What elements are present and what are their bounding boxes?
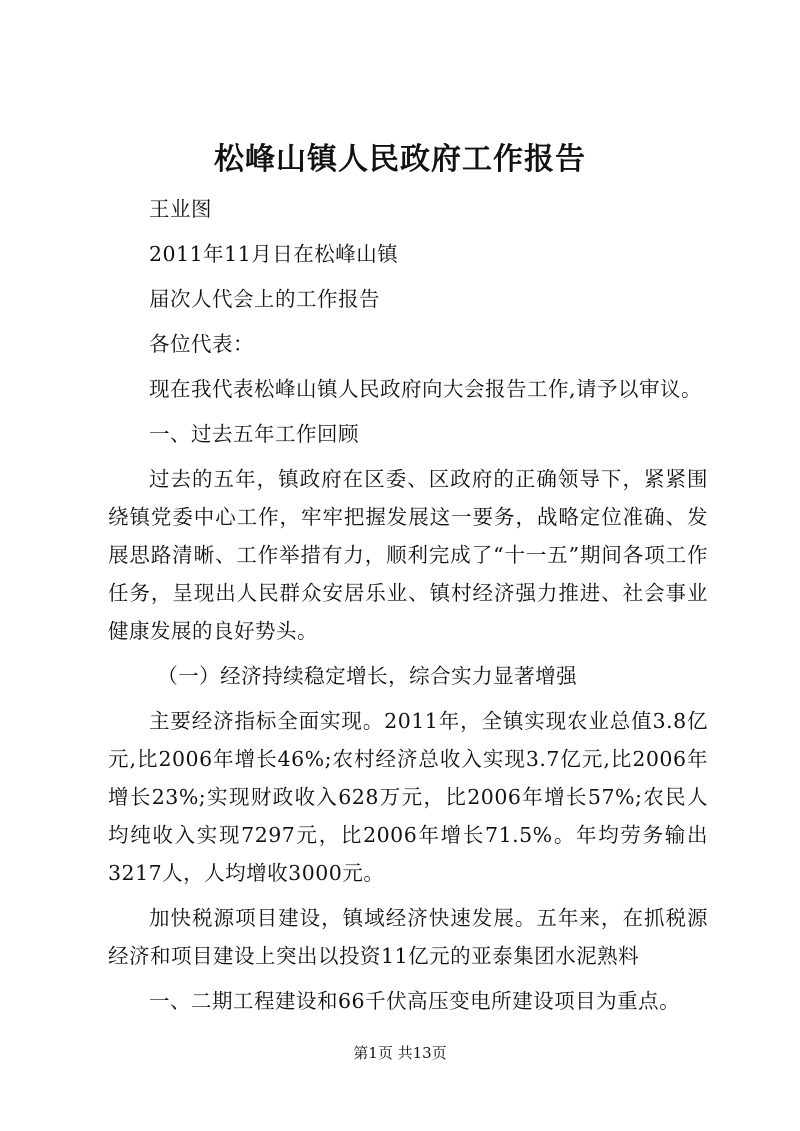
section-heading: 一、过去五年工作回顾 [149,422,359,446]
indicators-paragraph: 主要经济指标全面实现。2011年，全镇实现农业总值3.8亿元,比2006年增长46%;农村经济总收入实现3.7亿元,比2006年增长23%;实现财政收入628万元，比2006年增长57%;农民人均纯收入实现7297元，比2006年增长71.5%。年均劳务输出3217人，人均增收3000元。 [108,709,708,885]
document-body [108,190,708,1027]
author-line: 王业图 [149,197,212,221]
tax-source-paragraph: 加快税源项目建设，镇域经济快速发展。五年来，在抓税源经济和项目建设上突出以投资11亿元的亚泰集团水泥熟料 [108,906,708,968]
review-paragraph: 过去的五年，镇政府在区委、区政府的正确领导下，紧紧围绕镇党委中心工作，牢牢把握发展这一要务，战略定位准确、发展思路清晰、工作举措有力，顺利完成了“十一五”期间各项工作任务，呈现出人民群众安居乐业、镇村经济强力推进、社会事业健康发展的良好势头。 [108,467,708,643]
subsection-heading: （一）经济持续稳定增长，综合实力显著增强 [157,664,578,688]
salutation-line: 各位代表： [149,332,254,356]
intro-paragraph: 现在我代表松峰山镇人民政府向大会报告工作,请予以审议。 [149,377,703,401]
date-location-line: 2011年11月日在松峰山镇 [149,242,399,266]
project-paragraph: 一、二期工程建设和66千伏高压变电所建设项目为重点。 [149,989,681,1013]
session-line: 届次人代会上的工作报告 [149,287,380,311]
page-footer: 第1页 共13页 [353,1044,447,1062]
document-title: 松峰山镇人民政府工作报告 [214,142,586,177]
